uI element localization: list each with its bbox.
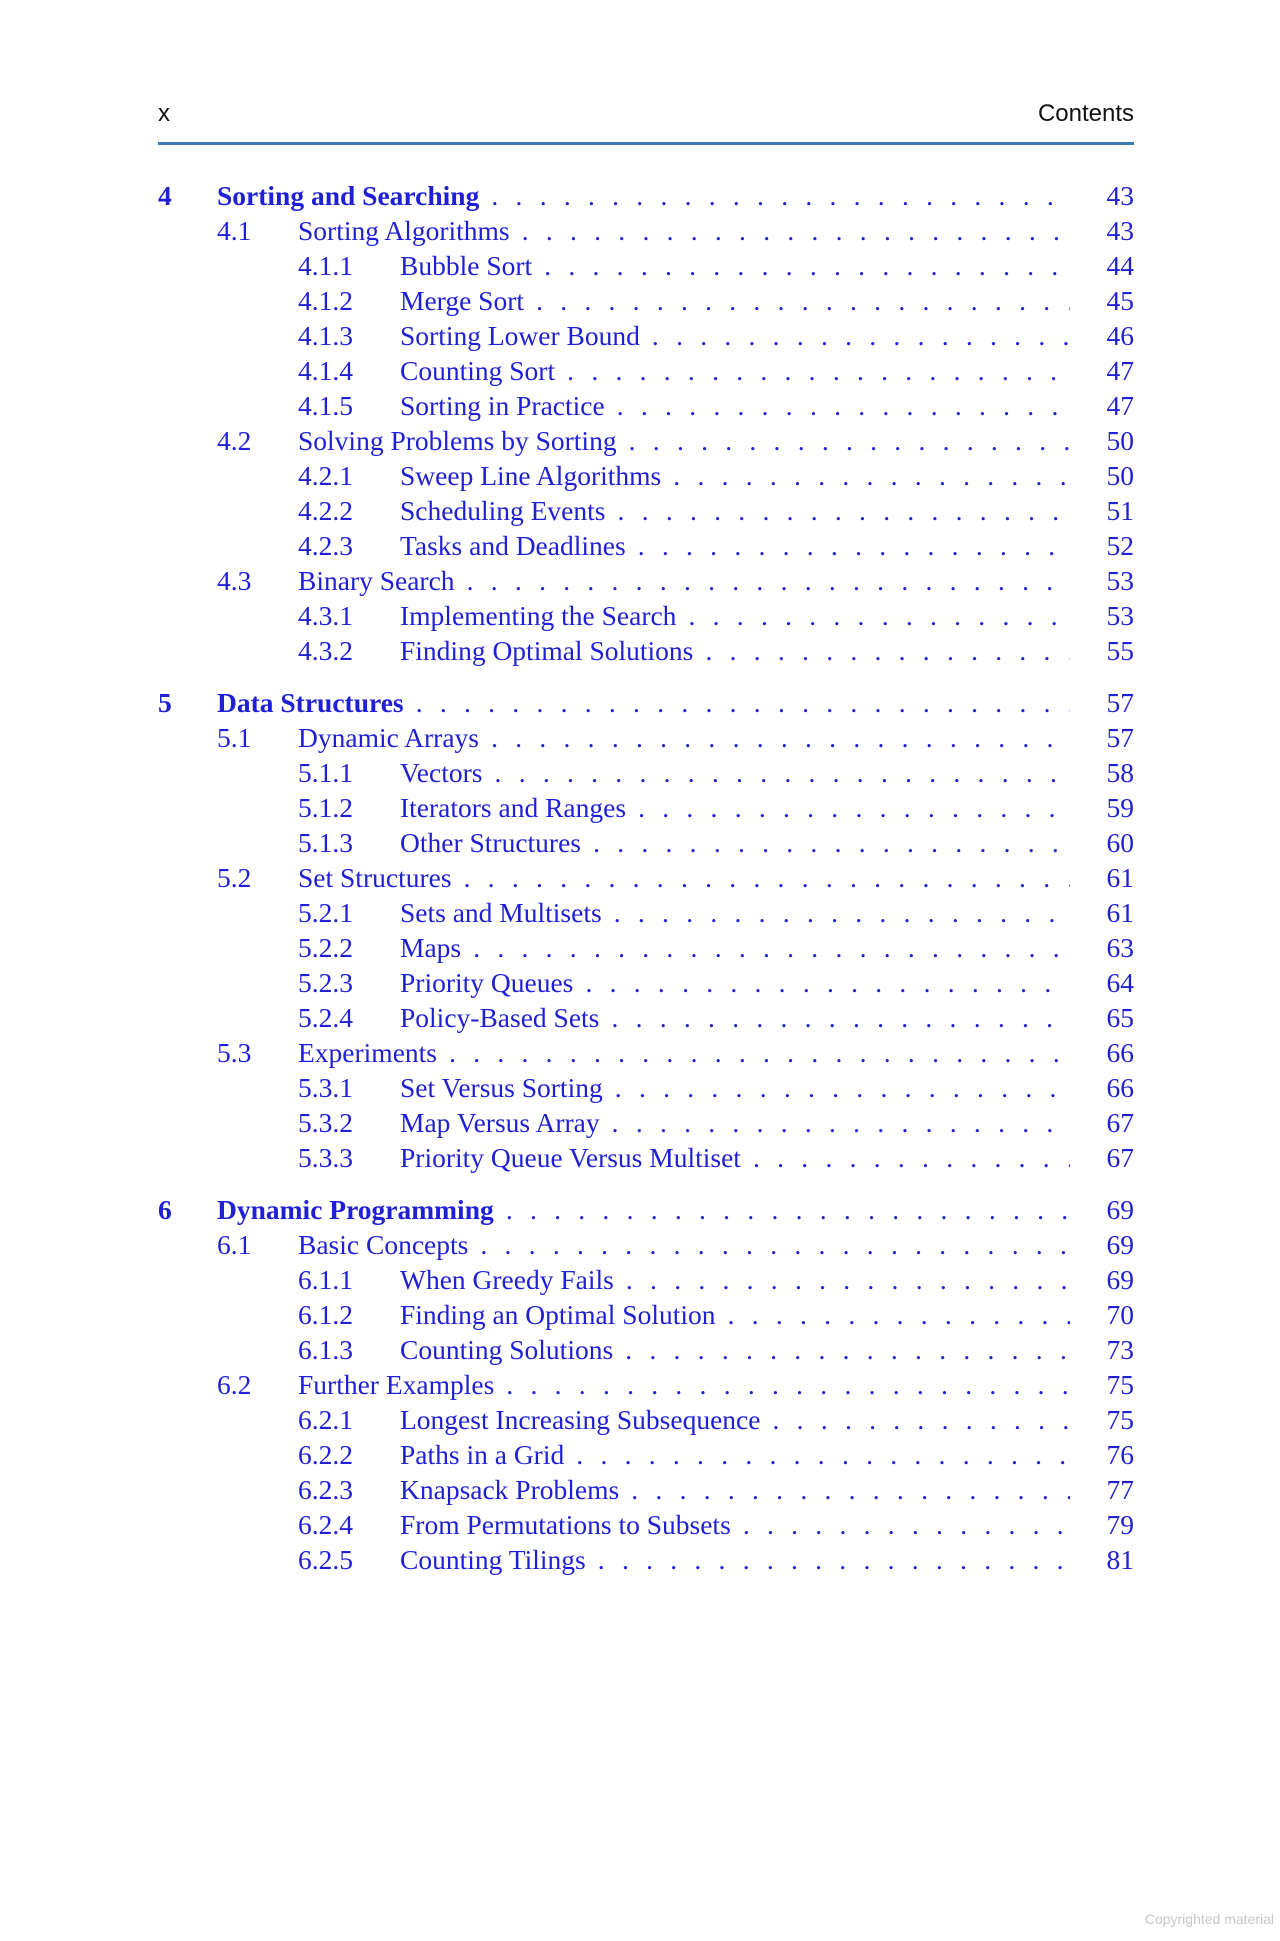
toc-entry-title: Maps . . . — [400, 930, 1070, 965]
toc-entry-subsection[interactable] — [158, 353, 1134, 388]
toc-entry-subsection[interactable] — [158, 790, 1134, 825]
toc-entry-chapter[interactable] — [158, 178, 1134, 213]
toc-entry-number: 4.1.3 — [298, 320, 353, 351]
toc-entry-title: Dynamic Arrays . . . — [298, 720, 1070, 755]
toc-entry-subsection[interactable] — [158, 965, 1134, 1000]
toc-entry-page: 69 — [1106, 1264, 1134, 1295]
toc-entry-title: Bubble Sort . . . — [400, 248, 1070, 283]
toc-entry-page: 55 — [1106, 635, 1134, 666]
toc-entry-chapter[interactable] — [158, 1192, 1134, 1227]
toc-entry-title: From Permutations to Subsets . . . — [400, 1507, 1070, 1542]
toc-entry-number: 4.1.4 — [298, 355, 353, 386]
toc-entry-title: Sorting and Searching . . . — [217, 178, 1070, 213]
toc-entry-page: 46 — [1106, 320, 1134, 351]
toc-entry-page: 81 — [1106, 1544, 1134, 1575]
toc-entry-title: Paths in a Grid . . . — [400, 1437, 1070, 1472]
toc-entry-number: 4.3.2 — [298, 635, 353, 666]
toc-entry-page: 77 — [1106, 1474, 1134, 1505]
toc-entry-title: Dynamic Programming . . . — [217, 1192, 1070, 1227]
toc-entry-page: 44 — [1106, 250, 1134, 281]
header-rule — [158, 142, 1134, 145]
toc-entry-number: 6.1 — [217, 1229, 252, 1260]
toc-entry-page: 76 — [1106, 1439, 1134, 1470]
toc-entry-page: 65 — [1106, 1002, 1134, 1033]
toc-entry-number: 5.2.1 — [298, 897, 353, 928]
toc-entry-number: 5.3.3 — [298, 1142, 353, 1173]
toc-entry-page: 53 — [1106, 565, 1134, 596]
toc-entry-page: 50 — [1106, 460, 1134, 491]
toc-entry-title: Merge Sort . . . — [400, 283, 1070, 318]
toc-entry-number: 4.2 — [217, 425, 252, 456]
toc-entry-number: 4.2.2 — [298, 495, 353, 526]
toc-entry-subsection[interactable] — [158, 1437, 1134, 1472]
toc-entry-title: Sorting Lower Bound . . . — [400, 318, 1070, 353]
toc-entry-subsection[interactable] — [158, 318, 1134, 353]
toc-entry-section[interactable] — [158, 1035, 1134, 1070]
toc-entry-section[interactable] — [158, 860, 1134, 895]
toc-entry-number: 6.2.2 — [298, 1439, 353, 1470]
table-of-contents — [158, 178, 1134, 1577]
toc-entry-section[interactable] — [158, 1227, 1134, 1262]
toc-entry-title: Counting Sort . . . — [400, 353, 1070, 388]
toc-entry-number: 4.3 — [217, 565, 252, 596]
toc-entry-section[interactable] — [158, 563, 1134, 598]
toc-entry-title: Longest Increasing Subsequence . . . — [400, 1402, 1070, 1437]
toc-entry-title: Experiments . . . — [298, 1035, 1070, 1070]
toc-entry-page: 60 — [1106, 827, 1134, 858]
toc-entry-title: Binary Search . . . — [298, 563, 1070, 598]
toc-entry-subsection[interactable] — [158, 388, 1134, 423]
toc-entry-subsection[interactable] — [158, 1332, 1134, 1367]
watermark: Copyrighted material — [1144, 1911, 1274, 1927]
toc-entry-number: 4.1 — [217, 215, 252, 246]
toc-entry-title: Sorting in Practice . . . — [400, 388, 1070, 423]
toc-entry-subsection[interactable] — [158, 1262, 1134, 1297]
toc-entry-subsection[interactable] — [158, 283, 1134, 318]
toc-entry-title: Iterators and Ranges . . . — [400, 790, 1070, 825]
toc-entry-page: 45 — [1106, 285, 1134, 316]
toc-entry-page: 57 — [1106, 687, 1134, 718]
toc-entry-page: 50 — [1106, 425, 1134, 456]
toc-entry-subsection[interactable] — [158, 633, 1134, 668]
toc-entry-page: 69 — [1106, 1229, 1134, 1260]
toc-entry-subsection[interactable] — [158, 755, 1134, 790]
toc-entry-subsection[interactable] — [158, 1070, 1134, 1105]
toc-entry-page: 47 — [1106, 355, 1134, 386]
toc-entry-subsection[interactable] — [158, 1000, 1134, 1035]
toc-entry-chapter[interactable] — [158, 685, 1134, 720]
toc-entry-number: 6.1.1 — [298, 1264, 353, 1295]
toc-entry-title: Knapsack Problems . . . — [400, 1472, 1070, 1507]
toc-entry-page: 69 — [1106, 1194, 1134, 1225]
toc-entry-page: 52 — [1106, 530, 1134, 561]
toc-entry-number: 6.2.3 — [298, 1474, 353, 1505]
toc-entry-title: Set Structures . . . — [298, 860, 1070, 895]
toc-entry-title: Implementing the Search . . . — [400, 598, 1070, 633]
toc-entry-number: 5.1 — [217, 722, 252, 753]
toc-entry-title: Sorting Algorithms . . . — [298, 213, 1070, 248]
page-number: x — [158, 100, 170, 127]
toc-entry-title: Priority Queue Versus Multiset . . . — [400, 1140, 1070, 1175]
toc-entry-number: 4.3.1 — [298, 600, 353, 631]
toc-entry-title: Map Versus Array . . . — [400, 1105, 1070, 1140]
toc-entry-number: 5.2.3 — [298, 967, 353, 998]
toc-entry-number: 6.2 — [217, 1369, 252, 1400]
toc-entry-subsection[interactable] — [158, 458, 1134, 493]
toc-entry-page: 66 — [1106, 1072, 1134, 1103]
toc-entry-page: 53 — [1106, 600, 1134, 631]
toc-entry-subsection[interactable] — [158, 895, 1134, 930]
toc-entry-title: Priority Queues . . . — [400, 965, 1070, 1000]
toc-entry-page: 66 — [1106, 1037, 1134, 1068]
toc-entry-subsection[interactable] — [158, 1542, 1134, 1577]
toc-entry-number: 6.2.1 — [298, 1404, 353, 1435]
toc-entry-subsection[interactable] — [158, 1297, 1134, 1332]
toc-entry-number: 5.3.1 — [298, 1072, 353, 1103]
toc-entry-number: 6.1.3 — [298, 1334, 353, 1365]
toc-entry-number: 4.1.5 — [298, 390, 353, 421]
toc-entry-section[interactable] — [158, 423, 1134, 458]
toc-entry-number: 5.2.4 — [298, 1002, 353, 1033]
toc-entry-section[interactable] — [158, 213, 1134, 248]
toc-entry-number: 6.2.4 — [298, 1509, 353, 1540]
toc-entry-subsection[interactable] — [158, 493, 1134, 528]
toc-entry-number: 5 — [158, 687, 172, 718]
toc-entry-title: Finding Optimal Solutions . . . — [400, 633, 1070, 668]
toc-entry-subsection[interactable] — [158, 1402, 1134, 1437]
toc-entry-number: 5.2 — [217, 862, 252, 893]
toc-entry-number: 5.3.2 — [298, 1107, 353, 1138]
toc-entry-subsection[interactable] — [158, 930, 1134, 965]
toc-entry-title: When Greedy Fails . . . — [400, 1262, 1070, 1297]
toc-entry-subsection[interactable] — [158, 248, 1134, 283]
toc-entry-section[interactable] — [158, 1367, 1134, 1402]
toc-entry-page: 47 — [1106, 390, 1134, 421]
toc-entry-page: 73 — [1106, 1334, 1134, 1365]
toc-entry-title: Counting Tilings . . . — [400, 1542, 1070, 1577]
toc-entry-number: 4.2.1 — [298, 460, 353, 491]
toc-entry-title: Policy-Based Sets . . . — [400, 1000, 1070, 1035]
toc-entry-number: 4.1.1 — [298, 250, 353, 281]
toc-entry-page: 58 — [1106, 757, 1134, 788]
toc-entry-title: Basic Concepts . . . — [298, 1227, 1070, 1262]
toc-entry-page: 79 — [1106, 1509, 1134, 1540]
running-title: Contents — [1037, 100, 1134, 127]
toc-entry-number: 4.2.3 — [298, 530, 353, 561]
toc-entry-page: 75 — [1106, 1369, 1134, 1400]
toc-entry-subsection[interactable] — [158, 1472, 1134, 1507]
toc-entry-number: 5.1.2 — [298, 792, 353, 823]
toc-entry-page: 64 — [1106, 967, 1134, 998]
toc-entry-number: 4 — [158, 180, 172, 211]
toc-entry-title: Finding an Optimal Solution . . . — [400, 1297, 1070, 1332]
toc-entry-page: 67 — [1106, 1107, 1134, 1138]
page-header — [158, 100, 1134, 132]
toc-entry-section[interactable] — [158, 720, 1134, 755]
toc-entry-number: 6.1.2 — [298, 1299, 353, 1330]
toc-entry-page: 61 — [1106, 897, 1134, 928]
toc-entry-subsection[interactable] — [158, 598, 1134, 633]
toc-entry-number: 5.2.2 — [298, 932, 353, 963]
toc-entry-page: 61 — [1106, 862, 1134, 893]
toc-entry-title: Scheduling Events . . . — [400, 493, 1070, 528]
toc-entry-page: 59 — [1106, 792, 1134, 823]
toc-entry-number: 5.3 — [217, 1037, 252, 1068]
toc-entry-number: 6 — [158, 1194, 172, 1225]
toc-entry-number: 4.1.2 — [298, 285, 353, 316]
toc-entry-subsection[interactable] — [158, 1507, 1134, 1542]
toc-entry-page: 70 — [1106, 1299, 1134, 1330]
toc-entry-title: Sweep Line Algorithms . . . — [400, 458, 1070, 493]
toc-entry-title: Further Examples . . . — [298, 1367, 1070, 1402]
toc-entry-page: 43 — [1106, 180, 1134, 211]
toc-entry-page: 63 — [1106, 932, 1134, 963]
toc-entry-title: Sets and Multisets . . . — [400, 895, 1070, 930]
toc-entry-title: Tasks and Deadlines . . . — [400, 528, 1070, 563]
toc-entry-title: Data Structures . . . — [217, 685, 1070, 720]
toc-entry-title: Solving Problems by Sorting . . . — [298, 423, 1070, 458]
toc-entry-page: 57 — [1106, 722, 1134, 753]
toc-entry-subsection[interactable] — [158, 1140, 1134, 1175]
toc-entry-title: Other Structures . . . — [400, 825, 1070, 860]
toc-entry-subsection[interactable] — [158, 1105, 1134, 1140]
toc-entry-title: Vectors . . . — [400, 755, 1070, 790]
toc-entry-number: 5.1.1 — [298, 757, 353, 788]
toc-entry-number: 6.2.5 — [298, 1544, 353, 1575]
toc-entry-title: Counting Solutions . . . — [400, 1332, 1070, 1367]
toc-entry-number: 5.1.3 — [298, 827, 353, 858]
toc-entry-subsection[interactable] — [158, 825, 1134, 860]
toc-entry-title: Set Versus Sorting . . . — [400, 1070, 1070, 1105]
toc-entry-page: 51 — [1106, 495, 1134, 526]
toc-entry-page: 67 — [1106, 1142, 1134, 1173]
toc-entry-subsection[interactable] — [158, 528, 1134, 563]
toc-entry-page: 43 — [1106, 215, 1134, 246]
toc-entry-page: 75 — [1106, 1404, 1134, 1435]
